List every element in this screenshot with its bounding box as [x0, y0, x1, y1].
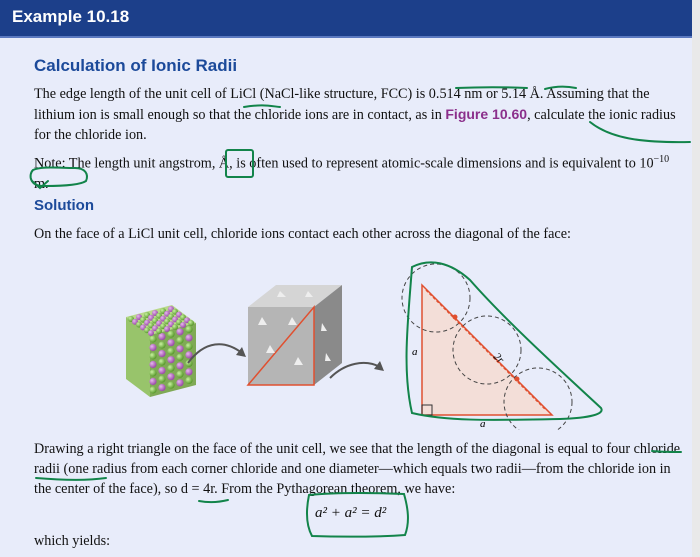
example-header [0, 0, 692, 38]
lattice-ion [180, 322, 186, 328]
note-paragraph [34, 150, 684, 194]
lattice-ion [185, 368, 192, 375]
note-unit: m. [34, 175, 49, 192]
example-title: Example 10.18 [12, 7, 130, 26]
lattice-ion [188, 320, 194, 326]
section-title: Calculation of Ionic Radii [34, 56, 238, 75]
lattice-ion [176, 371, 183, 378]
problem-text-a: The edge length of the unit cell of LiCl (NaCl-like structure, FCC) is 0.514 nm or 5.14 Å. Assuming that the lithium ion is small enough so that the chloride ions are in contact, as in [34, 86, 650, 123]
lattice-ion [149, 369, 156, 376]
figure-link[interactable]: Figure 10.60 [445, 106, 528, 122]
note-text: Note: The length unit angstrom, Å, is often used to represent atomic-scale dimensions and is equivalent to [34, 155, 640, 172]
lattice-ion [149, 352, 156, 359]
lattice-ion [185, 343, 192, 350]
lattice-ion [149, 344, 156, 351]
which-yields-text: which yields: [34, 533, 111, 549]
lattice-ion [158, 342, 165, 349]
lattice-ion [176, 337, 183, 344]
lattice-ion [158, 384, 165, 391]
lattice-ion [167, 373, 174, 380]
lattice-ion [148, 330, 154, 336]
lattice-ion [167, 356, 174, 363]
lattice-ion [149, 335, 156, 342]
lattice-ion [164, 326, 170, 332]
lattice-ion [167, 382, 174, 389]
lattice-ion [158, 359, 165, 366]
problem-paragraph [34, 84, 684, 145]
lattice-ion [167, 339, 174, 346]
explanation-paragraph: Drawing a right triangle on the face of the unit cell, we see that the length of the diagonal is equal to four chloride radii (one radius from each corner chloride and one diameter—which equals two radii—from the chloride ion in the center of the face), so d = 4r. From the Pythagorean theorem, we have: [34, 441, 681, 497]
lattice-ion [149, 386, 156, 393]
lattice-ion [176, 328, 183, 335]
lattice-ion [149, 378, 156, 385]
lattice-ion [176, 379, 183, 386]
lattice-ion [167, 331, 174, 338]
side-a-label: a [412, 346, 418, 358]
lattice-ion [176, 362, 183, 369]
lattice-ion [172, 324, 178, 330]
lattice-ion [156, 328, 162, 334]
note-exponent: −10 [653, 154, 670, 165]
solution-heading: Solution [34, 197, 94, 214]
bottom-a-label: a [480, 418, 486, 430]
lattice-ion [158, 350, 165, 357]
unit-cell-figure [0, 245, 692, 430]
diagonal-triangle [402, 264, 572, 430]
lattice-ion [185, 334, 192, 341]
note-value: 10 [639, 155, 654, 172]
lattice-ion [167, 365, 174, 372]
lattice-ion [167, 348, 174, 355]
lattice-ion [185, 326, 192, 333]
lattice-ion [158, 376, 165, 383]
solution-paragraph: On the face of a LiCl unit cell, chloride ions contact each other across the diagonal of the face: [34, 226, 571, 242]
lattice-ion [176, 345, 183, 352]
scrollbar[interactable] [692, 0, 700, 557]
lattice-ion [185, 377, 192, 384]
crystal-lattice-image [126, 305, 196, 397]
lattice-ion [158, 367, 165, 374]
lattice-ion [176, 354, 183, 361]
lattice-ion [158, 333, 165, 340]
pythagorean-equation: a² + a² = d² [315, 505, 387, 521]
problem-text-b: , calculate the ionic radius for the chloride ion. [34, 107, 676, 143]
two-r-label: 2r [490, 350, 507, 367]
unit-cell-cube [248, 285, 342, 385]
lattice-ion [149, 361, 156, 368]
arrow-1 [188, 344, 246, 363]
